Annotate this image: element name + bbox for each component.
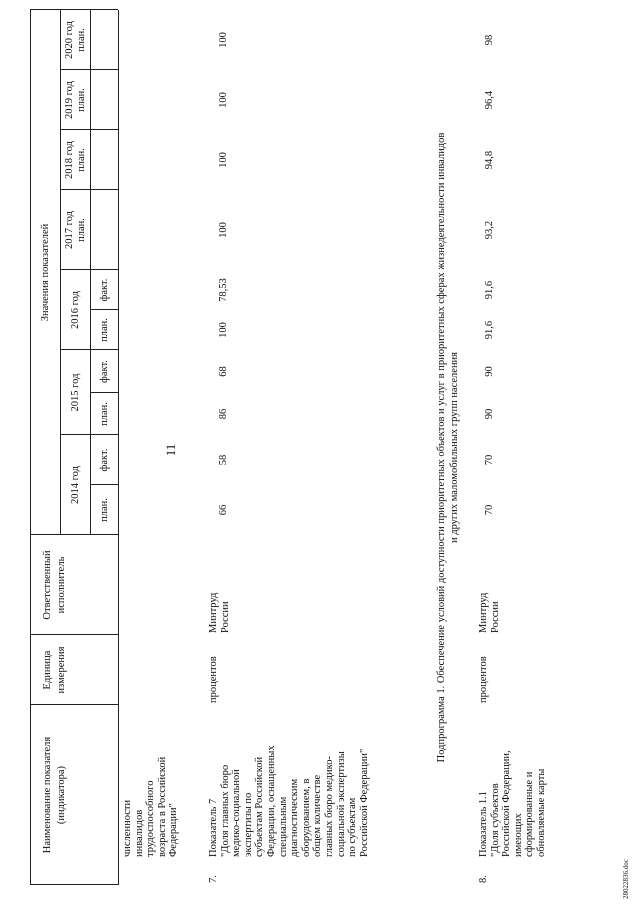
row8-2018-plan: 94,8 xyxy=(484,150,495,170)
row8-2014-plan: 70 xyxy=(484,504,495,516)
header-unit-line1: Единица xyxy=(42,650,53,690)
row8-2019-plan: 96,4 xyxy=(484,90,495,110)
continuation-text: численности инвалидов трудоспособного возраста в Российской Федерации" xyxy=(122,756,180,857)
row7-2015-plan: 86 xyxy=(218,408,229,420)
row8-2016-fact: 91,6 xyxy=(484,280,495,300)
row8-2015-plan: 90 xyxy=(484,408,495,420)
row7-2014-fact: 58 xyxy=(218,454,229,466)
row8-responsible: Минтруд России xyxy=(478,592,501,633)
subprogram-title-line2: и других маломобильных групп населения xyxy=(449,351,460,544)
subprogram-title-line1: Подпрограмма 1. Обеспечение условий доступности приоритетных объектов и услуг в приоритетных сферах жизнедеятельности инвалидов xyxy=(436,132,447,763)
year-2016: 2016 год xyxy=(70,291,81,329)
row7-unit: процентов xyxy=(208,656,219,703)
year-2015: 2015 год xyxy=(70,373,81,412)
header-name-line2: (индикатора) xyxy=(56,765,67,825)
row8-number: 8. xyxy=(478,875,489,883)
year-2020: 2020 год xyxy=(64,21,75,59)
sub-2020-plan: план. xyxy=(76,28,87,52)
year-2019: 2019 год xyxy=(64,81,75,119)
row8-2017-plan: 93,2 xyxy=(484,220,495,240)
sub-2016-plan: план. xyxy=(99,318,110,342)
header-resp-line2: исполнитель xyxy=(56,556,67,614)
document-code: 28022836.doc xyxy=(622,859,630,899)
row8-2016-plan: 91,6 xyxy=(484,320,495,340)
row7-2015-fact: 68 xyxy=(218,366,229,377)
row7-2016-plan: 100 xyxy=(218,322,229,338)
header-unit-line2: измерения xyxy=(56,646,67,694)
values-group-line xyxy=(60,10,61,535)
sub-2016-fact: факт. xyxy=(99,278,110,302)
header-name-line1: Наименование показателя xyxy=(42,736,53,854)
table-header-bottom-border xyxy=(118,10,119,885)
header-values-group: Значения показателей xyxy=(40,223,51,322)
row8-2014-fact: 70 xyxy=(484,454,495,466)
years-line xyxy=(90,10,91,535)
row7-number: 7. xyxy=(208,875,219,883)
sub-2015-plan: план. xyxy=(99,402,110,426)
row7-2017-plan: 100 xyxy=(218,222,229,238)
sub-2019-plan: план. xyxy=(76,88,87,112)
sub-2018-plan: план. xyxy=(76,148,87,172)
row8-name: Показатель 1.1 "Доля субъектов Российской Федерации, имеющих сформированные и обновляемые карты xyxy=(478,750,547,857)
year-2018: 2018 год xyxy=(64,141,75,179)
table-top-border xyxy=(30,10,31,885)
row7-responsible: Минтруд России xyxy=(208,592,231,633)
header-resp-line1: Ответственный xyxy=(42,550,53,620)
row8-unit: процентов xyxy=(478,656,489,703)
sub-2014-plan: план. xyxy=(99,498,110,522)
row7-2020-plan: 100 xyxy=(218,32,229,48)
row7-2016-fact: 78,53 xyxy=(218,278,229,302)
row8-2020-plan: 98 xyxy=(484,34,495,46)
sub-2014-fact: факт. xyxy=(99,448,110,472)
row7-name: Показатель 7 "Доля главных бюро медико-социальной экспертизы по субъектам Российской Федерации, оснащенных специальным диагностическим оборудованием, в общем количестве главных бюро медико- социальной экспертизы по субъектам Российской Федерации" xyxy=(208,745,370,857)
year-2014: 2014 год xyxy=(70,466,81,504)
row7-2019-plan: 100 xyxy=(218,92,229,108)
year-2017: 2017 год xyxy=(64,211,75,249)
sub-2017-plan: план. xyxy=(76,218,87,242)
page-number: 11 xyxy=(163,443,178,457)
sub-2015-fact: факт. xyxy=(99,360,110,383)
row7-2018-plan: 100 xyxy=(218,152,229,168)
row7-2014-plan: 66 xyxy=(218,504,229,516)
row8-2015-fact: 90 xyxy=(484,366,495,377)
